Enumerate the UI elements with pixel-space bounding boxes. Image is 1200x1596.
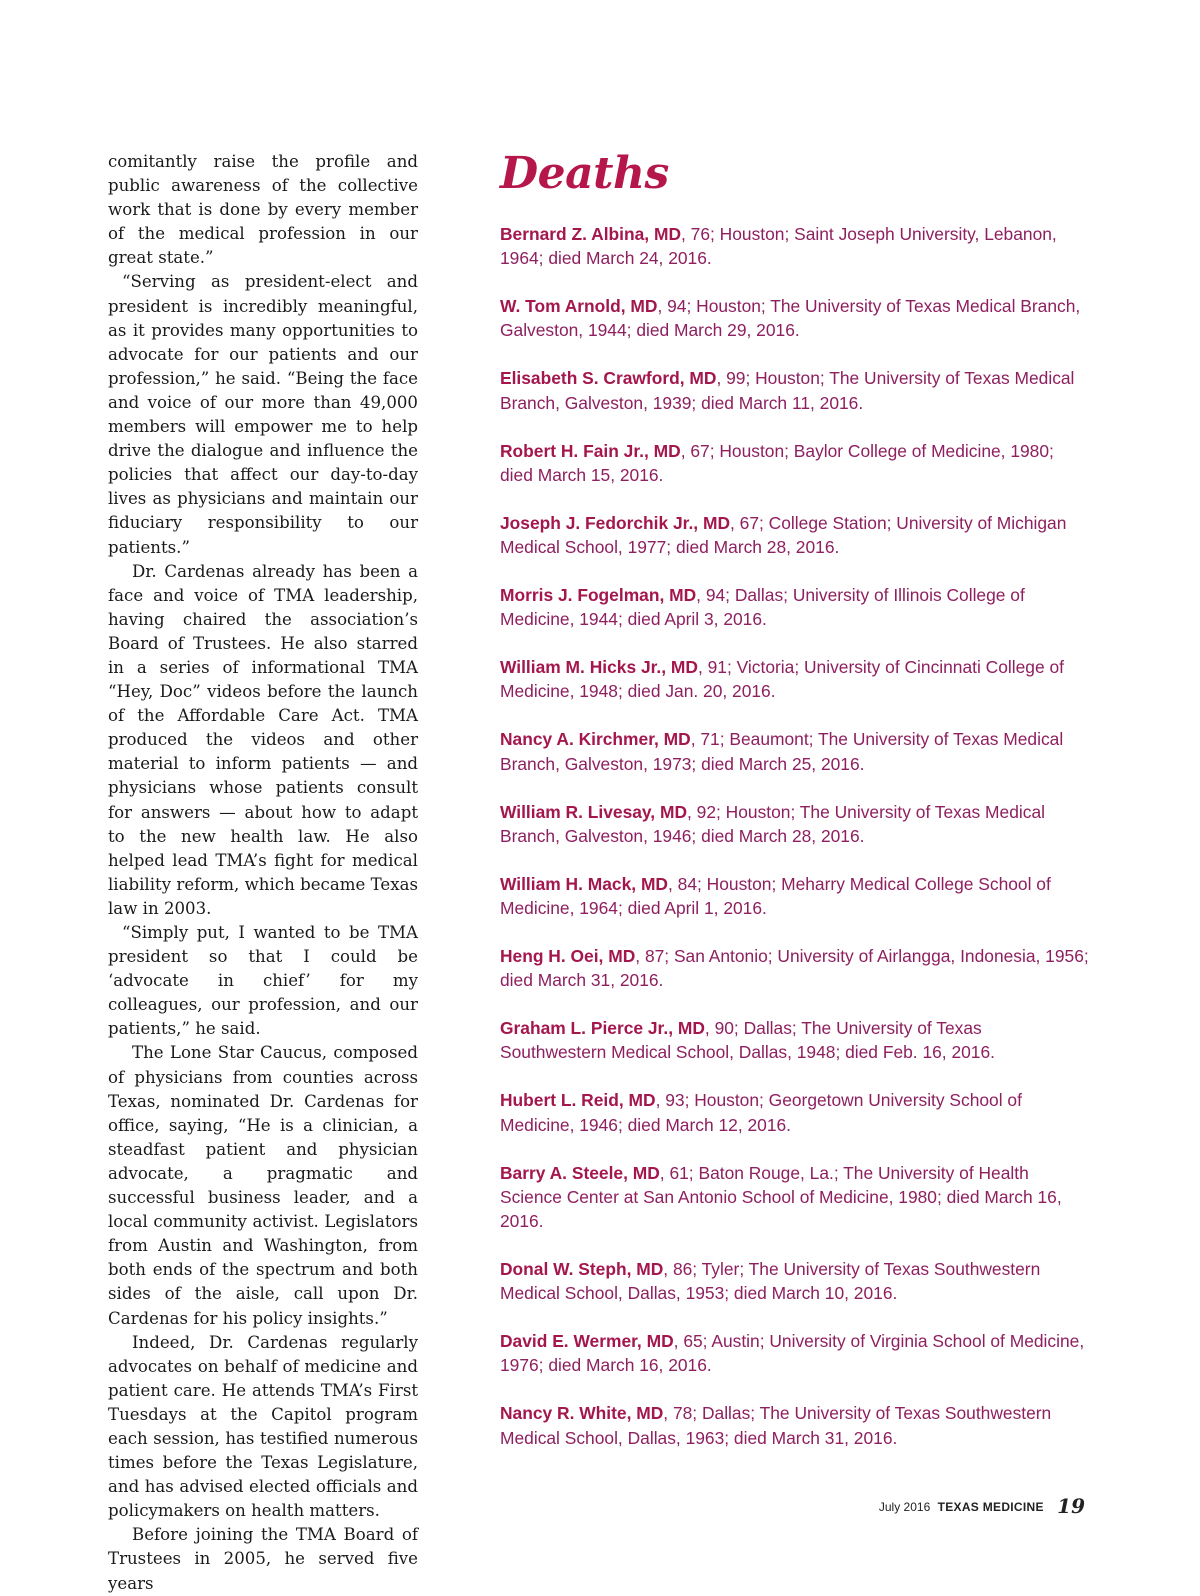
deaths-list [500,222,1090,1450]
death-entry-name: Nancy A. Kirchmer, MD [500,729,691,750]
death-entry [500,800,1090,848]
death-entry-details: , 86; Tyler; The University of Texas Southwestern Medical School, Dallas, 1953; died March 10, 2016. [500,1259,1041,1304]
death-entry-details: , 71; Beaumont; The University of Texas Medical Branch, Galveston, 1973; died March 25, 2016. [500,729,1064,774]
deaths-heading: Deaths [500,148,669,199]
article-paragraph: Before joining the TMA Board of Trustees in 2005, he served five years [108,1525,418,1593]
death-entry [500,511,1090,559]
death-entry [500,583,1090,631]
death-entry-details: , 91; Victoria; University of Cincinnati College of Medicine, 1948; died Jan. 20, 2016. [500,657,1064,702]
death-entry [500,439,1090,487]
death-entry-name: William H. Mack, MD [500,873,668,894]
death-entry [500,294,1090,342]
page-number: 19 [1057,1494,1085,1518]
death-entry-details: , 94; Houston; The University of Texas Medical Branch, Galveston, 1944; died March 29, 2016. [500,296,1081,341]
death-entry-details: , 76; Houston; Saint Joseph University, Lebanon, 1964; died March 24, 2016. [500,224,1057,269]
death-entry-name: David E. Wermer, MD [500,1331,674,1352]
death-entry [500,872,1090,920]
death-entry [500,655,1090,703]
death-entry [500,944,1090,992]
article-paragraph: The Lone Star Caucus, composed of physicians from counties across Texas, nominated Dr. Cardenas for office, saying, “He is a clinician, a steadfast patient and physician advocate, a pragmatic and successful business leader, and a local community activist. Legislators from Austin and Washington, from both ends of the spectrum and both sides of the aisle, call upon Dr. Cardenas for his policy insights.” [108,1043,418,1328]
death-entry-name: W. Tom Arnold, MD [500,296,658,317]
death-entry-details: , 94; Dallas; University of Illinois College of Medicine, 1944; died April 3, 2016. [500,585,1025,630]
article-paragraph: comitantly raise the profile and public awareness of the collective work that is done by every member of the medical profession in our great state.” [108,152,418,268]
article-paragraph: “Serving as president-elect and president is incredibly meaningful, as it provides many opportunities to advocate for our patients and our profession,” he said. “Being the face and voice of our more than 49,000 members will empower me to help drive the dialogue and influence the policies that affect our day-to-day lives as physicians and maintain our fiduciary responsibility to our patients.” [108,272,418,557]
death-entry-details: , 93; Houston; Georgetown University School of Medicine, 1946; died March 12, 2016. [500,1090,1022,1135]
death-entry-details: , 99; Houston; The University of Texas Medical Branch, Galveston, 1939; died March 11, 2016. [500,368,1075,413]
death-entry-details: , 92; Houston; The University of Texas Medical Branch, Galveston, 1946; died March 28, 2016. [500,801,1045,846]
death-entry-details: , 61; Baton Rouge, La.; The University of Health Science Center at San Antonio School of Medicine, 1980; died March 16, 2016. [500,1162,1062,1232]
death-entry-name: Joseph J. Fedorchik Jr., MD [500,512,731,533]
death-entry [500,1401,1090,1449]
page-footer [879,1494,1085,1518]
death-entry-name: Robert H. Fain Jr., MD [500,440,681,461]
article-paragraph: “Simply put, I wanted to be TMA president so that I could be ‘advocate in chief’ for my colleagues, our profession, and our patients,” he said. [108,923,418,1039]
death-entry-name: Elisabeth S. Crawford, MD [500,368,717,389]
death-entry [500,366,1090,414]
death-entry-name: Bernard Z. Albina, MD [500,224,682,244]
death-entry [500,1329,1090,1377]
death-entry [500,1088,1090,1136]
footer-magazine-title: TEXAS MEDICINE [937,1500,1044,1514]
death-entry-name: Heng H. Oei, MD [500,946,636,967]
death-entry-details: , 67; Houston; Baylor College of Medicine, 1980; died March 15, 2016. [500,440,1054,485]
death-entry-name: Morris J. Fogelman, MD [500,585,697,606]
death-entry-details: , 87; San Antonio; University of Airlangga, Indonesia, 1956; died March 31, 2016. [500,946,1089,991]
death-entry-details: , 90; Dallas; The University of Texas Southwestern Medical School, Dallas, 1948; died Feb. 16, 2016. [500,1018,995,1063]
death-entry-name: Nancy R. White, MD [500,1403,664,1424]
death-entry-details: , 67; College Station; University of Michigan Medical School, 1977; died March 28, 2016. [500,512,1067,558]
deaths-column [500,146,1090,1474]
death-entry-name: Graham L. Pierce Jr., MD [500,1018,705,1039]
death-entry [500,1161,1090,1234]
death-entry [500,222,1090,270]
article-paragraph: Indeed, Dr. Cardenas regularly advocates on behalf of medicine and patient care. He attends TMA’s First Tuesdays at the Capitol program each session, has testified numerous times before the Texas Legislature, and has advised elected officials and policymakers on health matters. [108,1332,418,1521]
death-entry [500,727,1090,775]
death-entry-name: Donal W. Steph, MD [500,1259,664,1280]
death-entry [500,1016,1090,1064]
footer-date: July 2016 [878,1500,931,1514]
death-entry-name: Hubert L. Reid, MD [500,1090,656,1111]
death-entry-details: , 65; Austin; University of Virginia School of Medicine, 1976; died March 16, 2016. [500,1331,1085,1376]
article-paragraph: Dr. Cardenas already has been a face and voice of TMA leadership, having chaired the association’s Board of Trustees. He also starred in a series of informational TMA “Hey, Doc” videos before the launch of the Affordable Care Act. TMA produced the videos and other material to inform patients — and physicians whose patients consult for answers — about how to adapt to the new health law. He also helped lead TMA’s fight for medical liability reform, which became Texas law in 2003. [108,561,418,918]
death-entry-details: , 78; Dallas; The University of Texas Southwestern Medical School, Dallas, 1963; died March 31, 2016. [500,1403,1052,1448]
death-entry-name: William R. Livesay, MD [500,801,688,822]
death-entry-name: Barry A. Steele, MD [500,1162,660,1183]
death-entry [500,1257,1090,1305]
death-entry-details: , 84; Houston; Meharry Medical College School of Medicine, 1964; died April 1, 2016. [500,873,1051,919]
death-entry-name: William M. Hicks Jr., MD [500,657,698,678]
article-column [108,150,418,1596]
